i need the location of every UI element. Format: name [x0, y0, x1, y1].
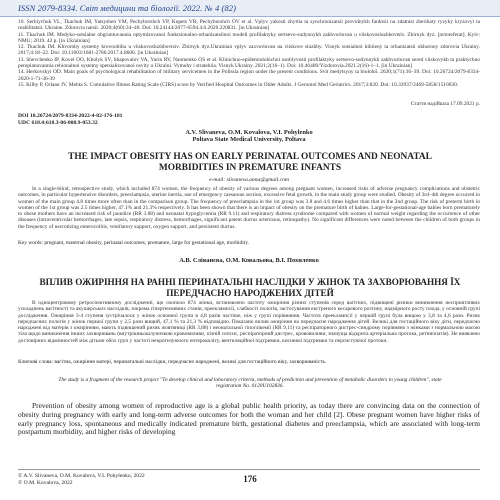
authors-ua: А.В. Сліванєва, О.М. Ковальова, В.І. Похиленко	[179, 257, 319, 264]
abstract-en-text: In a single-blind, retrospective study, which included 874 women, the frequency of obesity of various degrees among pregnant women, increased risks of adverse pregnancy complications and obstetric outcomes, in particular hypertensive disorders, preeclampsia, uterine inertia, use of emergency caesarean section, excessive fetal growth, in the main study group were studied. Obesity of 3rd–4th degree occurred in women of the main group 4.8 times more often than in the comparison group. The frequency of preeclampsia in the 1st group was 3.8 and 4.6 times higher than that in the 2nd group. The risk of preterm birth in women of the 1st group was 2.5 times higher, 47.1% and 21.3% respectively. It has been shown that there is an impact of obesity on the premature birth of babies. Large-for-gestational-age babies born prematurely to obese mothers have an increased risk of jaundice (RR 3.88) and neonatal hypoglycemia (RR 9.11) and respiratory distress syndrome compared with women of normal weight regarding the occurrence of other diseases (intraventricular hemorrhages, late sepsis, respiratory distress, hemorrhages, significant patent ductus arteriosus, retinopathy). No significant differences were noted between the children of both groups in the frequency of necrotizing enterocolitis, ventilatory support, oxygen support, and persistent ductus.	[18, 186, 480, 230]
reference-list	[18, 19, 480, 88]
reference-item: 15. Kilby P, Orlaan JV, Mehta S. Cumulative Illness Rating Scale (CIRS) score by Verified Hospital Outcomes in Older Adults. J Gerontol Med Geriatrics. 2017;3:820. Doi: 10.33937/2469-5858/1510030.	[18, 81, 459, 88]
copyright-line: © A.V. Slivaneva, O.M. Kovalova, V.I. Pohylenko, 2022	[18, 473, 145, 479]
funding-note: The study is a fragment of the research project "To develop clinical and laboratory criteria, methods of prediction and prevention of metabolic disorders in young children", state registration No. 0120U102836.	[58, 377, 442, 390]
reference-item: 13. Shevchenko IP, Kovel OO, Kholyk SV, Shapovalov VA, Yurin RV, Naumenko OS et al. Klinichno-epidemiolohichni osoblyvosti profilaktyky sertsevo-sudynnykh zakhvoriuvan sered viiskovykh ta praktychno pereplanuvannia rehionalnoi systemy spetsializovanoi osvity u Ukraini. Vymohy i stratehiia. Visnyk Ukrainy. 2021;2(16–1). Doi: 10.46489/Yizdorovia.2021.2(16)-1–1. [in Ukrainian]	[18, 56, 480, 70]
body-paragraph: Prevention of obesity among women of reproductive age is a global public health priority, as today there are convincing data on the connection of obesity during pregnancy with early and long-term adverse outcomes for both the woman and her child [2]. Obese pregnant women have higher risks of early pregnancy loss, spontaneous and medically indicated premature birth, gestational diabetes and preeclampsia, which are associated with long-term postpartum morbidity, and higher risks of developing	[18, 401, 480, 437]
page-number: 176	[243, 474, 257, 484]
keywords-en: Key words: pregnant, maternal obesity, perinatal outcomes, premature, large for gestational age, morbidity.	[18, 240, 249, 246]
article-title-en: THE IMPACT OBESITY HAS ON EARLY PERINATAL OUTCOMES AND NEONATAL MORBIDITIES IN PREMATURE INFANTS	[68, 152, 432, 173]
reference-item: 10. Serhiychuk VL, Tkachuk IM, Yatsyshen VM, Pechyborshch VP, Kupets VR, Pechyborshch OV et al. Vplyv yakosti zhyttia ta synchronizatsii providnykh funktsii na zdatnist zberihaty ryzyky kryzovyi ta reabilitatsii. Ukraine. Zdorovia natsii. 2020;4(60):34–40. Doi: 10.24144/2077-6594.4.6.2020.220831. [in Ukrainian]	[18, 19, 480, 32]
doi-line: DOI 10.26724/2079-8334-2022-4-82-176-181	[18, 113, 123, 119]
copyright-line: © O.M. Kovalova, 2022	[18, 479, 73, 486]
footer-divider	[18, 469, 480, 470]
udc-line: UDC 618.4:618.3-06-008.9-053.32	[18, 119, 98, 126]
reference-item: 11. Tkachuk IM. Medyko-sotsialne obgruntuvannia optymizovanoi funktsionalno-orhanizatsiinoi modeli profilaktyky sertsevo-sudynnykh zakhvoriuvan u viiskovosluzhbovtsiv. Zbirnyk dyz. [avtoreferat]. Kyiv: NMU; 2019. 42 p. [in Ukrainian]	[18, 31, 480, 44]
abstract-ua	[18, 300, 480, 344]
received-date: Стаття надійшла 17.09.2021 р.	[410, 101, 480, 107]
reference-item: 12. Tkachuk IM. Khvoroby systemy krovoobihu u viiskovosluzhbovtsiv. Zbirnyk dyz.Ukrainian vplyv zaxvoriuvan na viiskove sluzhby. Visnyk sotsialnoi hihiieny ta orhanizatsii okhorony zdorovia Ukrainy. 2017;4:18–22. Doi: 10.11603/1681-2786.2017.4.8606. [in Ukrainian]	[18, 44, 480, 57]
article-title-ua: ВПЛИВ ОЖИРІННЯ НА РАННІ ПЕРИНАТАЛЬНІ НАСЛІДКИ У ЖІНОК ТА ЗАХВОРЮВАННЯ ЇХ ПЕРЕДЧАСНО НАРОДЖЕНИХ ДІТЕЙ	[39, 277, 461, 298]
affiliation-en: Poltava State Medical University, Poltava	[192, 136, 306, 144]
authors-en-block	[18, 129, 480, 144]
keywords-ua: Ключові слова: вагітна, ожиріння матері, перинатальні наслідки, передчасно народжені, великі для гестаційного віку, захворюваність.	[18, 359, 327, 365]
article-body	[18, 402, 480, 437]
reference-item: 14. Herkovskyi OD. Main goals of psychological rehabilitation of military servicemen in the Polissia region under the present conditions. Svit medytsyny ta biolohii. 2020;1(71):36–39. Doi: 10.26724/2079-8334-2020-1-71-36-39	[18, 69, 480, 82]
doi-block	[18, 113, 318, 127]
journal-header	[0, 0, 500, 17]
abstract-en	[18, 186, 480, 230]
authors-en: A.V. Slivaneva, O.M. Kovalova, V.I. Pohylenko	[185, 129, 313, 136]
copyright-block	[18, 473, 318, 486]
journal-title: ISSN 2079-8334. Світ медицини та біології. 2022. № 4 (82)	[18, 3, 237, 13]
abstract-ua-text: В одноцентровому ретроспективному дослідженні, що охопило 874 жінки, встановлено частоту ожиріння різних ступенів серед вагітних, підвищені ризики виникнення несприятливих ускладнень вагітності та акушерських наслідків, зокрема гіпертензивних станів, прееклампсії, слабкості пологів, застосування екстреного кесаревого розтину, надмірного росту плода, у основній групі дослідження. Ожиріння 3-4 ступеня зустрічалося у жінок основної групи в 4,8 разів частіше, ніж у групі порівняння. Частота прееклампсії у першій групі була вищою у 3,8 та 4,6 рази. Ризик передчасних пологів у жінок першої групи у 2,5 рази вищий, 47,1 % та 21,3 % відповідно. Показано вплив ожиріння на передчасне народження дітей. Великі для гестаційного віку діти, передчасно народжені від матерів з ожирінням, мають підвищений ризик жовтяниці (RR 3,88) і неонатальної гіпоглікемії (RR 9,11) та респіраторного дистрес-синдрому порівняно з жінками з нормальною масою тіла щодо виникнення інших захворювань (внутрішньошлуночкові крововиливи, пізній сепсис, респіраторний дистрес, крововиливи, значуща відкрита артеріальна протока, ретинопатія). Не виявлено достовірних відмінностей між дітьми обох груп у частоті некротизуючого ентероколіту, вентиляційної підтримки, кисневої підтримки та персистуючої протоки.	[18, 300, 480, 344]
contact-email: e-mail: slivaneva.anna@gmail.com	[209, 177, 289, 183]
